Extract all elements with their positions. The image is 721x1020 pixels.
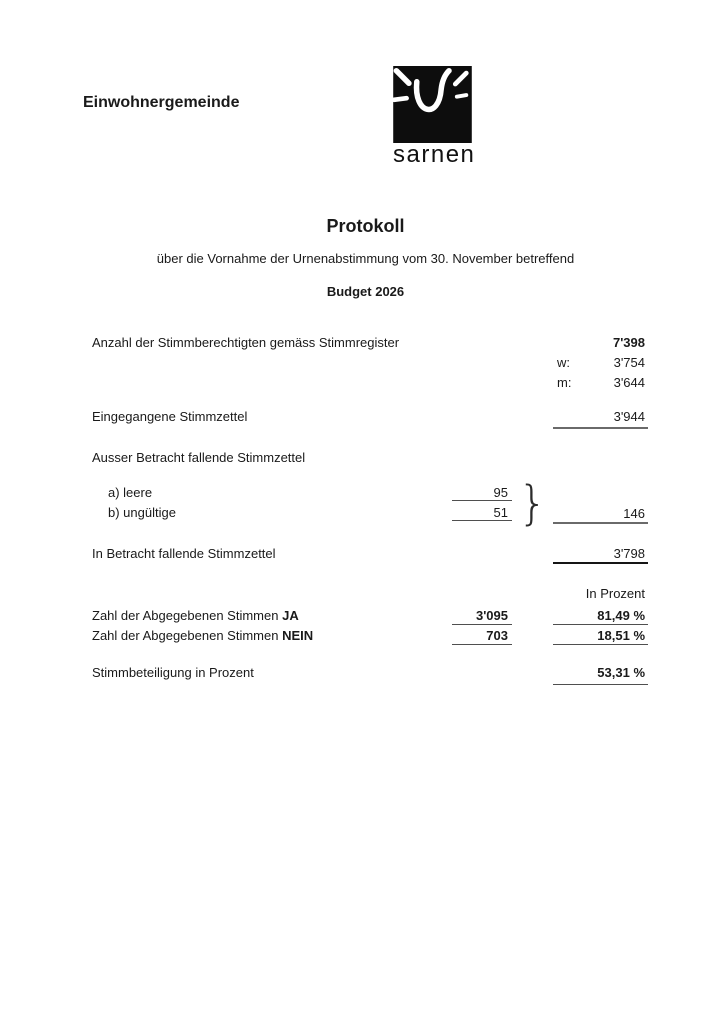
underline-in-betracht: [553, 562, 648, 564]
label-stimmberechtigte: Anzahl der Stimmberechtigten gemäss Stimmregister: [92, 335, 400, 350]
label-stimmen-nein-text: Zahl der Abgegebenen Stimmen: [92, 628, 279, 643]
org-name: Einwohnergemeinde: [83, 94, 240, 111]
label-stimmen-nein-vote: NEIN: [282, 628, 314, 643]
page-title: Protokoll: [326, 216, 405, 236]
label-stimmen-ja-vote: JA: [282, 608, 299, 623]
value-nein-prozent: 18,51 %: [597, 628, 645, 643]
label-in-betracht: In Betracht fallende Stimmzettel: [92, 546, 276, 561]
value-men: 3'644: [613, 375, 645, 390]
column-header-prozent: In Prozent: [585, 586, 645, 601]
label-ausser-betracht: Ausser Betracht fallende Stimmzettel: [92, 450, 306, 465]
page-subtitle: über die Vornahme der Urnenabstimmung vom 30. November betreffend: [156, 251, 575, 266]
value-leere: 95: [493, 485, 508, 500]
value-eingegangene: 3'944: [613, 409, 645, 424]
label-eingegangene: Eingegangene Stimmzettel: [92, 409, 248, 424]
sarnen-logo-text: sarnen: [393, 141, 476, 168]
underline-ungueltige: [452, 520, 512, 521]
underline-ja-stimmen: [452, 624, 512, 625]
label-women: w:: [557, 355, 570, 370]
label-leere: a) leere: [108, 485, 153, 500]
label-stimmen-ja-text: Zahl der Abgegebenen Stimmen: [92, 608, 279, 623]
label-ungueltige: b) ungültige: [108, 505, 176, 520]
underline-stimmbeteiligung: [553, 684, 648, 685]
value-ungueltige: 51: [493, 505, 508, 520]
underline-ausser-betracht-total: [553, 522, 648, 524]
value-women: 3'754: [613, 355, 645, 370]
label-stimmbeteiligung: Stimmbeteiligung in Prozent: [92, 665, 254, 680]
value-in-betracht: 3'798: [613, 546, 645, 561]
sarnen-logo: [393, 66, 487, 168]
label-stimmen-ja: [92, 608, 299, 623]
value-stimmbeteiligung: 53,31 %: [597, 665, 645, 680]
label-stimmen-nein: [92, 628, 313, 643]
underline-nein-prozent: [553, 644, 648, 645]
page-subject: Budget 2026: [326, 284, 405, 299]
underline-nein-stimmen: [452, 644, 512, 645]
value-nein-stimmen: 703: [486, 628, 508, 643]
sarnen-logo-icon: [393, 66, 472, 143]
curly-brace: }: [518, 476, 548, 530]
underline-eingegangene: [553, 427, 648, 429]
label-men: m:: [557, 375, 572, 390]
value-ja-stimmen: 3'095: [475, 608, 508, 623]
value-ausser-betracht-total: 146: [623, 506, 645, 521]
value-ja-prozent: 81,49 %: [597, 608, 645, 623]
underline-ja-prozent: [553, 624, 648, 625]
underline-leere: [452, 500, 512, 501]
value-stimmberechtigte-total: 7'398: [612, 335, 645, 350]
